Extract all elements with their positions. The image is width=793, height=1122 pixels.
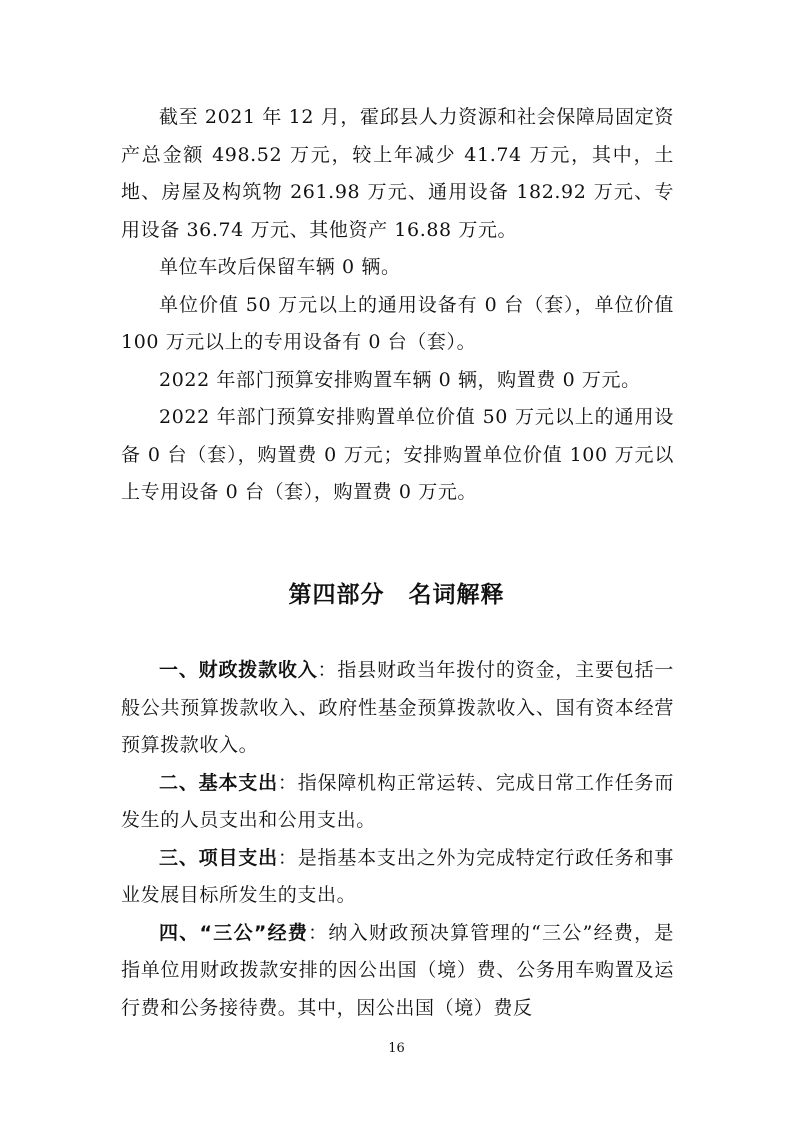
glossary-item xyxy=(121,840,674,915)
asset-paragraph: 单位价值 50 万元以上的通用设备有 0 台（套），单位价值 100 万元以上的专用设备有 0 台（套）。 xyxy=(121,293,674,353)
glossary-definition: ：是指基本支出之外为完成特定行政任务和事业发展目标所发生的支出。 xyxy=(121,846,674,906)
asset-paragraph: 单位车改后保留车辆 0 辆。 xyxy=(159,256,401,278)
glossary-term: 二、基本支出 xyxy=(159,771,278,794)
glossary-item xyxy=(121,915,674,1028)
glossary-definition: ：指保障机构正常运转、完成日常工作任务而发生的人员支出和公用支出。 xyxy=(121,771,674,831)
glossary-item xyxy=(121,765,674,840)
section-heading: 第四部分 名词解释 xyxy=(288,582,505,608)
glossary-term: 四、“三公”经费 xyxy=(159,921,309,944)
asset-section xyxy=(121,99,674,512)
asset-paragraph: 2022 年部门预算安排购置车辆 0 辆，购置费 0 万元。 xyxy=(159,368,641,391)
glossary-definition: ：指县财政当年拨付的资金，主要包括一般公共预算拨款收入、政府性基金预算拨款收入、国有资本经营预算拨款收入。 xyxy=(121,659,674,756)
page-number: 16 xyxy=(388,1041,405,1056)
asset-paragraph: 2022 年部门预算安排购置单位价值 50 万元以上的通用设备 0 台（套），购置费 0 万元；安排购置单位价值 100 万元以上专用设备 0 台（套），购置费 0 万元。 xyxy=(121,406,674,503)
asset-paragraph: 截至 2021 年 12 月，霍邱县人力资源和社会保障局固定资产总金额 498.52 万元，较上年减少 41.74 万元，其中，土地、房屋及构筑物 261.98 万元、通用设备 182.92 万元、专用设备 36.74 万元、其他资产 16.88 万元。 xyxy=(121,106,674,241)
glossary-section xyxy=(121,652,674,1027)
glossary-definition: ：纳入财政预决算管理的“三公”经费，是指单位用财政拨款安排的因公出国（境）费、公务用车购置及运行费和公务接待费。其中，因公出国（境）费反 xyxy=(121,921,675,1019)
glossary-item xyxy=(121,652,674,765)
glossary-term: 一、财政拨款收入 xyxy=(159,659,318,681)
glossary-term: 三、项目支出 xyxy=(159,846,278,869)
